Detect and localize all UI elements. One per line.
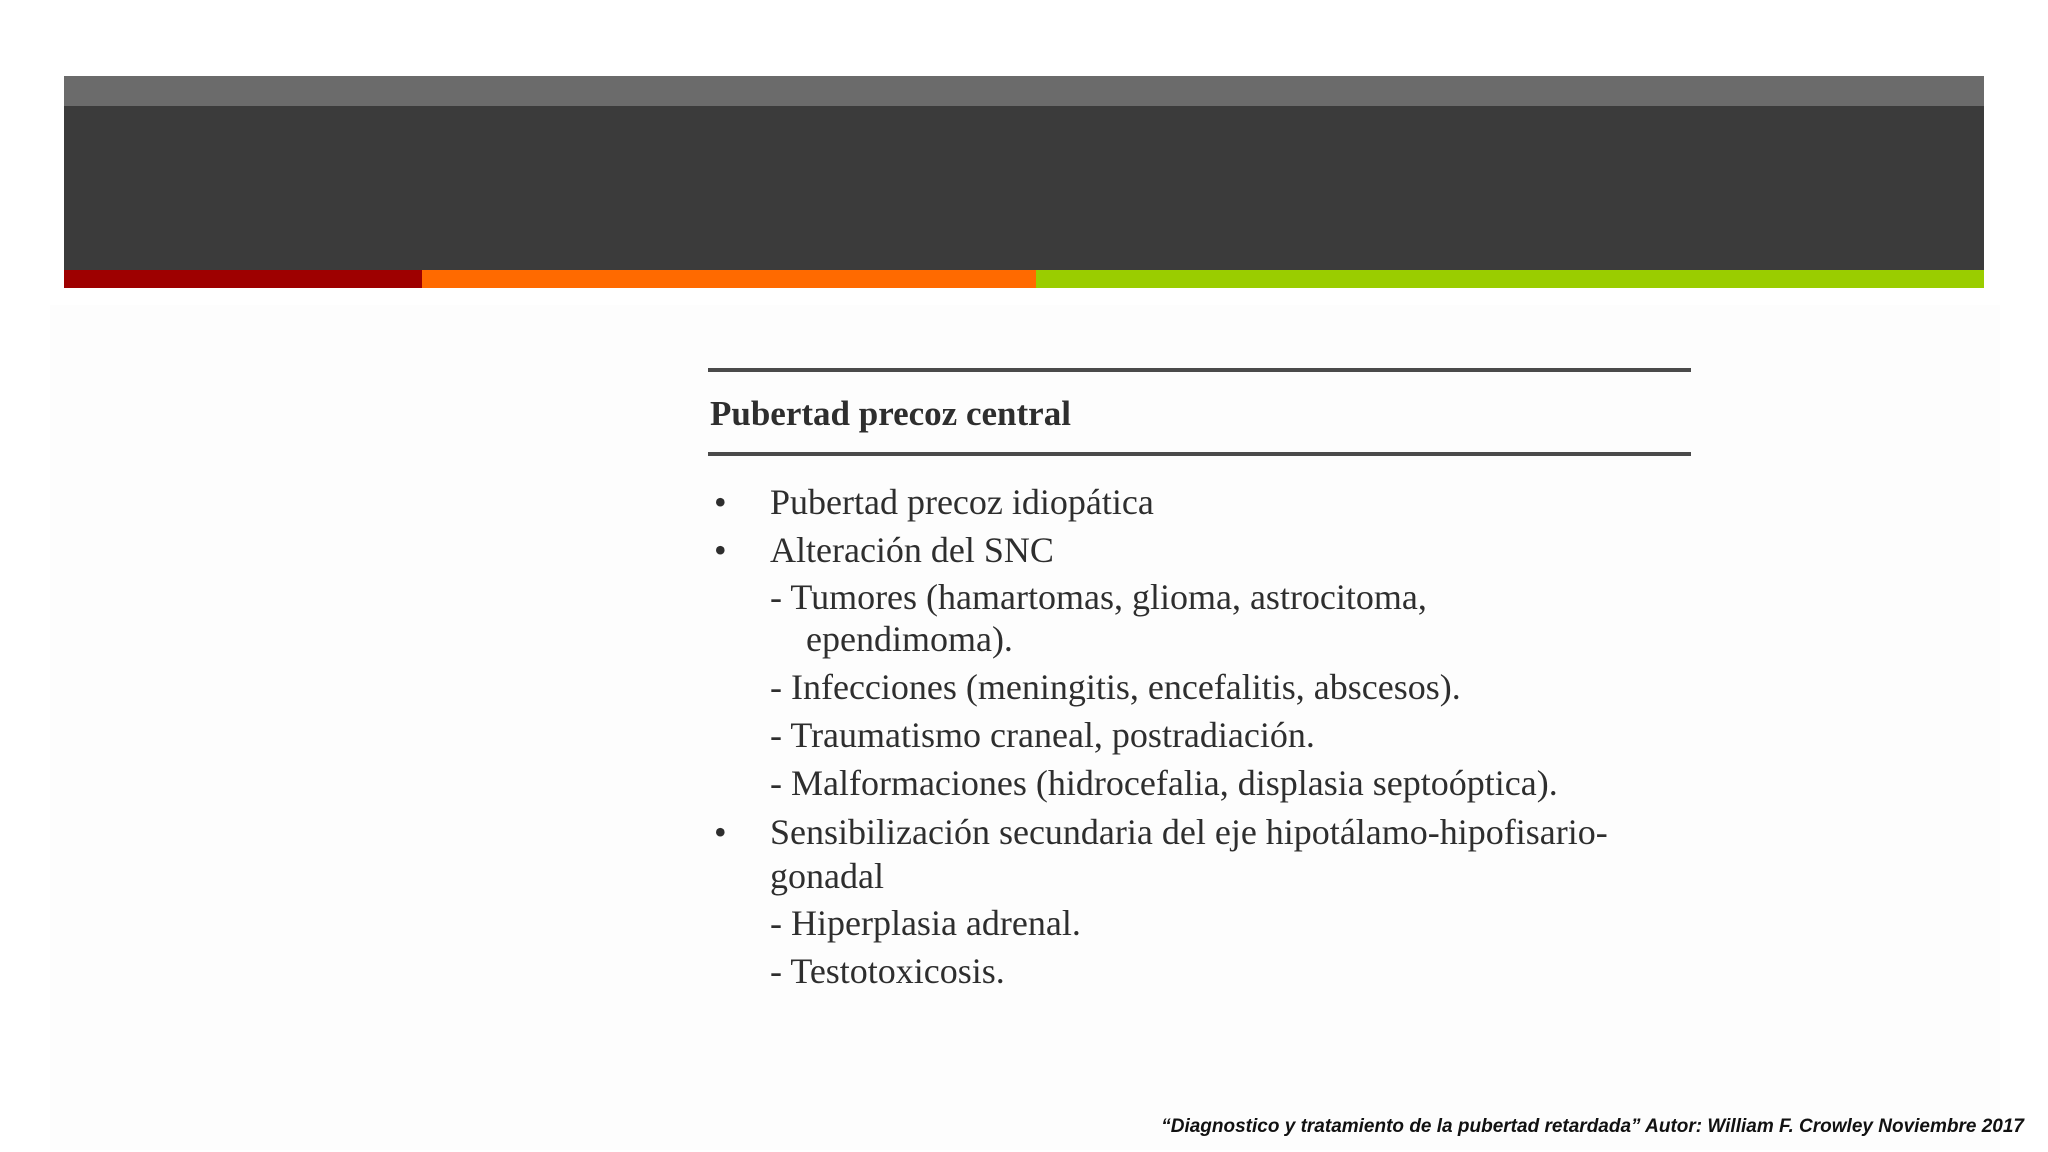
list-item-text: Pubertad precoz idiopática xyxy=(770,482,1154,522)
sub-item-text: - Traumatismo craneal, postradiación. xyxy=(770,715,1315,755)
header-main-bar xyxy=(64,106,1984,270)
sub-item-text: - Infecciones (meningitis, encefalitis, abscesos). xyxy=(770,667,1461,707)
sub-item-text: - Hiperplasia adrenal. xyxy=(770,903,1081,943)
slide-header-band xyxy=(64,76,1984,288)
sub-item xyxy=(708,902,1691,944)
table-header-rule xyxy=(708,452,1691,456)
source-citation: “Diagnostico y tratamiento de la pubertad retardada” Autor: William F. Crowley Noviembre 2017 xyxy=(1161,1116,2024,1137)
sub-item-continuation: ependimoma). xyxy=(806,619,1013,659)
sub-item-text: - Testotoxicosis. xyxy=(770,951,1005,991)
list-item-text: Sensibilización secundaria del eje hipotálamo-hipofisario- xyxy=(770,812,1608,852)
accent-stripe-orange xyxy=(422,270,1036,288)
sub-item xyxy=(708,950,1691,992)
bullet-icon: • xyxy=(714,482,727,522)
sub-item-text: - Malformaciones (hidrocefalia, displasia septoóptica). xyxy=(770,763,1558,803)
bullet-icon: • xyxy=(714,812,727,852)
accent-stripe-green xyxy=(1036,270,1984,288)
header-top-bar xyxy=(64,76,1984,106)
accent-stripe-red xyxy=(64,270,422,288)
sub-item xyxy=(708,666,1691,708)
sub-item-text: - Tumores (hamartomas, glioma, astrocitoma, xyxy=(770,577,1427,617)
table-items xyxy=(708,480,1691,992)
list-item xyxy=(708,810,1691,898)
table-title: Pubertad precoz central xyxy=(710,394,1071,433)
sub-item xyxy=(708,714,1691,756)
sub-item xyxy=(708,762,1691,804)
table-top-rule xyxy=(708,368,1691,372)
classification-table xyxy=(708,368,1691,998)
list-item xyxy=(708,480,1691,524)
list-item xyxy=(708,528,1691,572)
list-item-continuation: gonadal xyxy=(770,856,884,896)
bullet-icon: • xyxy=(714,530,727,570)
list-item-text: Alteración del SNC xyxy=(770,530,1054,570)
sub-item xyxy=(708,576,1691,660)
